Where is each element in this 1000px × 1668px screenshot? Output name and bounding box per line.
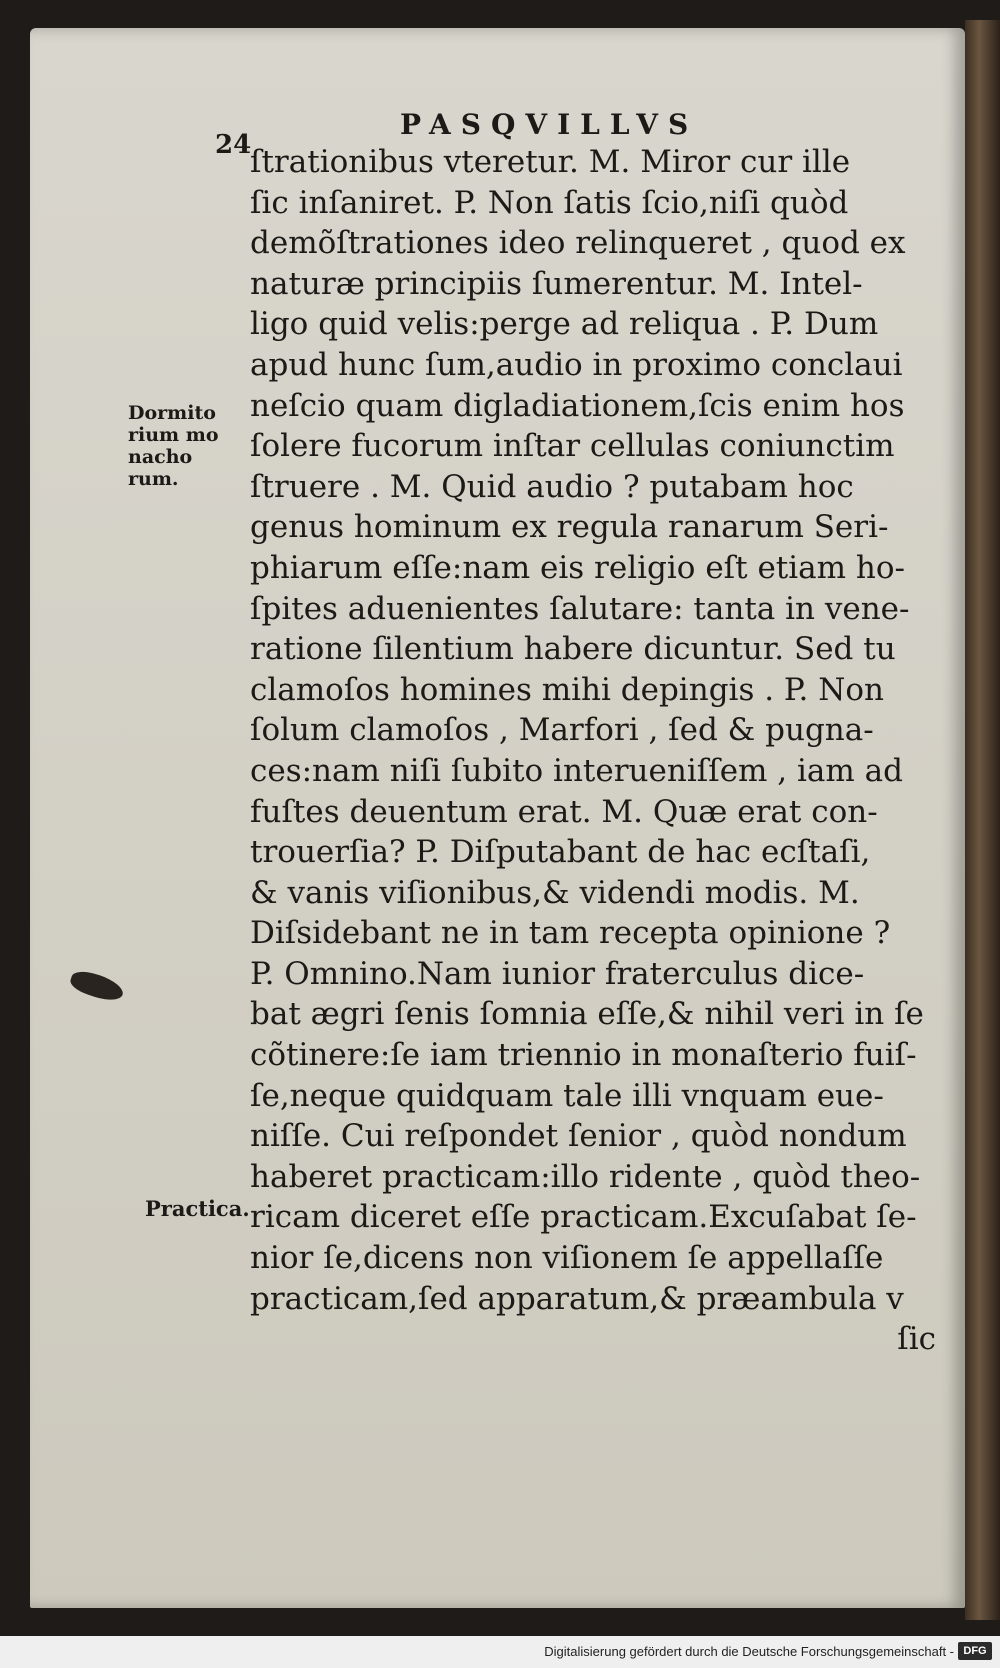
running-head: PASQVILLVS [400,108,699,141]
body-text [250,142,940,1360]
text-line: naturæ principiis ſumerentur. M. Intel- [250,265,863,302]
text-line: practicam,ſed apparatum,& præambula v [250,1280,904,1317]
text-line: nior ſe,dicens non viſionem ſe appellaſſe [250,1240,884,1277]
text-line: ſpites aduenientes ſalutare: tanta in vene- [250,590,910,627]
digitization-footer [0,1636,1000,1668]
margin-note-line: nacho [128,446,193,468]
margin-note-practica [145,1198,265,1220]
text-line: phiarum eſſe:nam eis religio eſt etiam ho- [250,549,905,586]
text-line: apud hunc ſum,audio in proximo conclaui [250,346,903,383]
text-line: ſtruere . M. Quid audio ? putabam hoc [250,468,854,505]
text-line: ſolere fucorum inſtar cellulas coniunctim [250,428,895,465]
margin-note-dormitorium [128,402,248,490]
dfg-logo: DFG [958,1642,992,1660]
text-line: demõſtrationes ideo relinqueret , quod ex [250,225,906,262]
text-line: ſic inſaniret. P. Non ſatis ſcio,niſi quòd [250,184,849,221]
margin-note-line: Practica. [145,1196,250,1221]
text-line: haberet practicam:illo ridente , quòd theo- [250,1158,921,1195]
text-line: clamoſos homines mihi depingis . P. Non [250,671,884,708]
text-line: ratione ſilentium habere dicuntur. Sed tu [250,631,896,668]
footer-credit: Digitalisierung gefördert durch die Deutsche Forschungsgemeinschaft - [544,1644,954,1659]
text-line: Diſsidebant ne in tam recepta opinione ? [250,915,891,952]
text-line: cõtinere:ſe iam triennio in monaſterio fuiſ- [250,1037,917,1074]
catchword: ſic [897,1321,936,1358]
text-line: neſcio quam digladiationem,ſcis enim hos [250,387,905,424]
text-line: ſolum clamoſos , Marfori , ſed & pugna- [250,712,874,749]
text-line: P. Omnino.Nam iunior fraterculus dice- [250,955,865,992]
text-line: ricam diceret eſſe practicam.Excuſabat ſe- [250,1199,917,1236]
text-line: genus hominum ex regula ranarum Seri- [250,509,889,546]
page-number: 24 [215,130,252,160]
text-line: niſſe. Cui reſpondet ſenior , quòd nondum [250,1118,907,1155]
text-line: ces:nam niſi ſubito interueniſſem , iam ad [250,752,903,789]
text-line: ſtrationibus vteretur. M. Miror cur ille [250,144,851,180]
book-spine [965,20,1000,1620]
text-line: & vanis viſionibus,& videndi modis. M. [250,874,860,911]
text-line: bat ægri ſenis ſomnia eſſe,& nihil veri in ſe [250,996,924,1033]
text-line: ſe,neque quidquam tale illi vnquam eue- [250,1077,884,1114]
margin-note-line: rium mo [128,424,219,446]
text-line: trouerſia? P. Diſputabant de hac ecſtaſi, [250,834,871,871]
text-line: fuſtes deuentum erat. M. Quæ erat con- [250,793,878,830]
margin-note-line: rum. [128,468,179,490]
margin-note-line: Dormito [128,402,216,424]
text-line: ligo quid velis:perge ad reliqua . P. Dum [250,306,879,343]
